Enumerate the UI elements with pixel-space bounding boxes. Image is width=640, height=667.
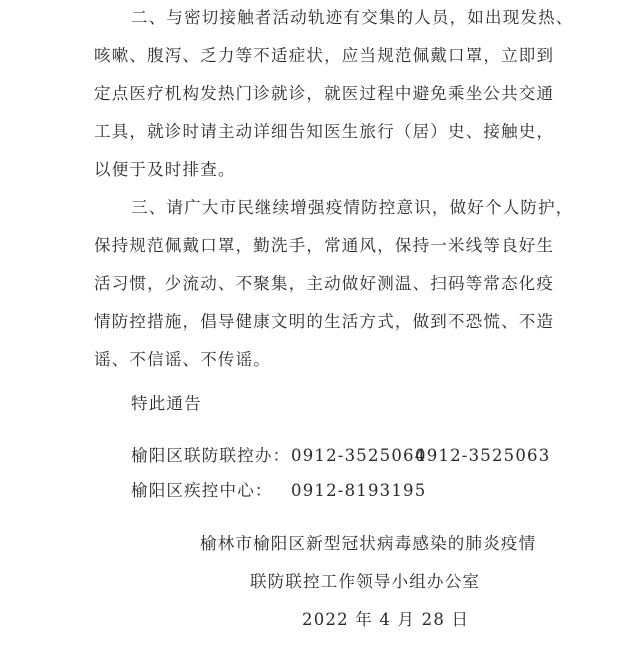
cdc-label: 榆阳区疾控中心：	[131, 481, 273, 500]
office-phone-1: 0912-3525064	[291, 446, 427, 465]
para3-line-4: 情防控措施，倡导健康文明的生活方式，做到不恐慌、不造	[94, 312, 555, 331]
para3-line-1: 三、请广大市民继续增强疫情防控意识，做好个人防护，	[131, 198, 574, 217]
para2-line-5: 以便于及时排查。	[94, 160, 236, 179]
office-phone-2: 0912-3525063	[415, 446, 551, 465]
signature-line-1: 榆林市榆阳区新型冠状病毒感染的肺炎疫情	[200, 534, 537, 553]
office-label: 榆阳区联防联控办：	[131, 446, 291, 465]
cdc-phone: 0912-8193195	[291, 481, 427, 500]
para3-line-3: 活习惯，少流动、不聚集，主动做好测温、扫码等常态化疫	[94, 274, 555, 293]
para2-line-1: 二、与密切接触者活动轨迹有交集的人员，如出现发热、	[131, 8, 574, 27]
para2-line-3: 定点医疗机构发热门诊就诊，就医过程中避免乘坐公共交通	[94, 84, 555, 103]
para3-line-2: 保持规范佩戴口罩，勤洗手，常通风，保持一米线等良好生	[94, 236, 555, 255]
contact-row-cdc	[131, 481, 611, 501]
contact-row-office	[131, 446, 611, 466]
para3-line-5: 谣、不信谣、不传谣。	[94, 350, 271, 369]
closing-text: 特此通告	[131, 394, 202, 413]
para2-line-4: 工具，就诊时请主动详细告知医生旅行（居）史、接触史，	[94, 122, 555, 141]
signature-line-2: 联防联控工作领导小组办公室	[250, 572, 481, 591]
signature-date: 2022 年 4 月 28 日	[302, 610, 470, 629]
para2-line-2: 咳嗽、腹泻、乏力等不适症状，应当规范佩戴口罩，立即到	[94, 46, 555, 65]
